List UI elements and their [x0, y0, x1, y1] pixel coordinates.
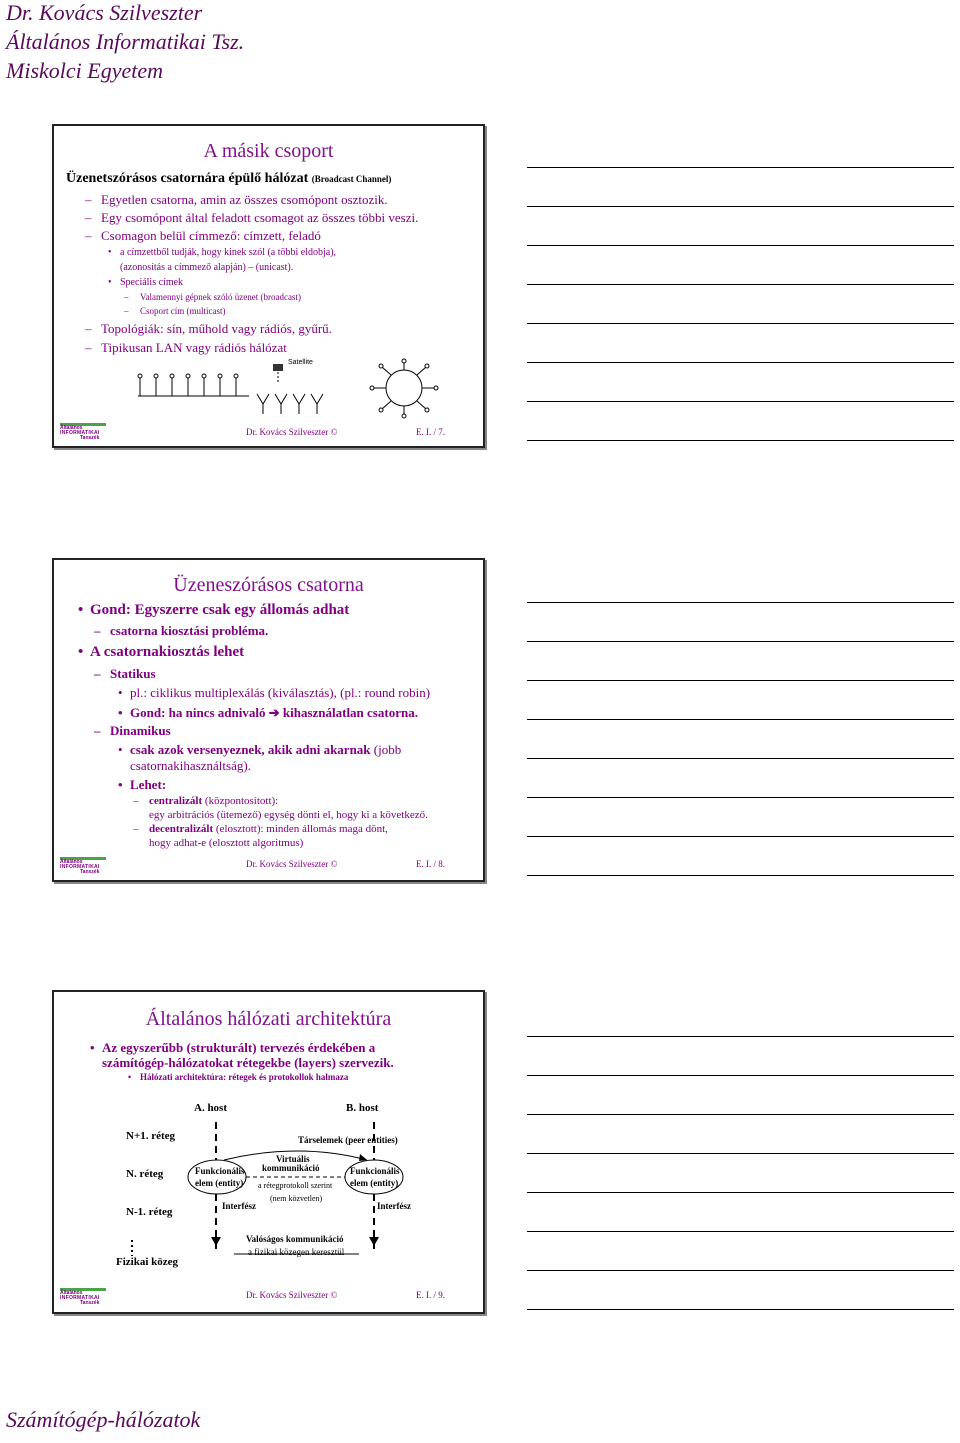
- slide-author: Dr. Kovács Szilveszter ©: [246, 1290, 338, 1300]
- satellite-label: Satellite: [288, 359, 313, 366]
- bullet-item: – decentralizált (elosztott): minden állomás maga dönt,: [149, 823, 388, 835]
- slide-title: A másik csoport: [203, 140, 334, 162]
- bus-topology-diagram: [134, 366, 254, 411]
- bullet-item: • Az egyszerűbb (strukturált) tervezés érdekében a: [102, 1040, 375, 1056]
- bullet-item: – Valamennyi gépnek szóló üzenet (broadcast): [140, 292, 301, 302]
- arrow-icon: ➔: [268, 705, 280, 720]
- bullet-item: csatornakihasználtság).: [130, 758, 251, 773]
- layer-n-minus-1-label: N-1. réteg: [126, 1206, 173, 1218]
- bullet-item: számítógép-hálózatokat rétegekbe (layers) szervezik.: [102, 1055, 394, 1070]
- virtual-comm-label: (nem közvetlen): [270, 1194, 323, 1203]
- bullet-item: – Dinamikus: [110, 723, 171, 739]
- virtual-comm-label: a rétegprotokoll szerint: [258, 1181, 333, 1190]
- bullet-item: • Gond: Egyszerre csak egy állomás adhat: [90, 602, 349, 619]
- real-comm-label: Valóságos kommunikáció: [246, 1234, 344, 1244]
- slide-author: Dr. Kovács Szilveszter ©: [246, 427, 338, 437]
- slide-7: [52, 124, 485, 448]
- slide-page-number: E. I. / 8.: [416, 859, 445, 869]
- slide-8: [52, 558, 485, 882]
- bullet-item: – Egy csomópont által feladott csomagot az összes többi veszi.: [101, 210, 418, 226]
- bullet-item: – csatorna kiosztási probléma.: [110, 623, 268, 639]
- slide-author: Dr. Kovács Szilveszter ©: [246, 859, 338, 869]
- interface-b-label: Interfész: [377, 1201, 411, 1211]
- entity-a-label: elem (entity): [195, 1178, 244, 1188]
- header-author: Dr. Kovács Szilveszter: [6, 0, 203, 25]
- slide-page-number: E. I. / 9.: [416, 1290, 445, 1300]
- virtual-comm-label: Virtuális: [276, 1154, 310, 1164]
- bullet-item: • Speciális címek: [120, 277, 183, 288]
- bullet-item: – centralizált (központosított):: [149, 795, 278, 807]
- bullet-item: • A csatornakiosztás lehet: [90, 644, 244, 661]
- header-department: Általános Informatikai Tsz.: [6, 29, 245, 54]
- virtual-comm-label: kommunikáció: [262, 1163, 320, 1173]
- slide-9: [52, 990, 485, 1314]
- entity-b-label: elem (entity): [350, 1178, 399, 1188]
- bullet-item: (azonosítás a címmező alapján) – (unicast).: [120, 262, 294, 273]
- physical-medium-label: Fizikai közeg: [116, 1256, 179, 1268]
- bullet-item: – Statikus: [110, 666, 156, 682]
- bullet-item: – Topológiák: sín, műhold vagy rádiós, gyűrű.: [101, 321, 332, 337]
- bullet-item: • Hálózati architektúra: rétegek és protokollok halmaza: [140, 1072, 348, 1082]
- slide-title: Üzeneszórásos csatorna: [173, 574, 364, 596]
- layer-n-label: N. réteg: [126, 1168, 164, 1180]
- host-b-label: B. host: [346, 1102, 379, 1114]
- peer-entities-label: Társelemek (peer entities): [298, 1135, 398, 1145]
- bullet-item: – Csoport cím (multicast): [140, 306, 226, 316]
- department-logo: Általános INFORMATIKAI Tanszék: [60, 857, 106, 875]
- bullet-item: – Tipikusan LAN vagy rádiós hálózat: [101, 340, 287, 356]
- bullet-item: hogy adhat-e (elosztott algoritmus): [149, 837, 304, 849]
- real-comm-label: a fizikai közegen keresztül: [248, 1247, 345, 1257]
- department-logo: Általános INFORMATIKAI Tanszék: [60, 423, 106, 441]
- bullet-item: • a címzettből tudják, hogy kinek szól (a többi eldobja),: [120, 247, 336, 258]
- department-logo: Általános INFORMATIKAI Tanszék: [60, 1288, 106, 1306]
- bullet-item: – Csomagon belül címmező: címzett, feladó: [101, 228, 321, 244]
- bullet-item: • Gond: ha nincs adnivaló ➔ kihasználatlan csatorna.: [130, 705, 418, 721]
- slide-page-number: E. I. / 7.: [416, 427, 445, 437]
- satellite-topology-diagram: [249, 358, 329, 420]
- bullet-item: • Lehet:: [130, 777, 166, 793]
- bullet-item: egy arbitrációs (ütemező) egység dönti el, hogy ki a következő.: [149, 809, 428, 821]
- footer-course-title: Számítógép-hálózatok: [6, 1407, 201, 1432]
- bullet-item: • pl.: ciklikus multiplexálás (kiválasztás), (pl.: round robin): [130, 685, 430, 701]
- slide-heading: Üzenetszórásos csatornára épülő hálózat (Broadcast Channel): [66, 171, 392, 186]
- interface-a-label: Interfész: [222, 1201, 256, 1211]
- header-university: Miskolci Egyetem: [6, 58, 163, 83]
- layer-n-plus-1-label: N+1. réteg: [126, 1130, 176, 1142]
- entity-a-label: Funkcionális: [195, 1166, 245, 1176]
- bullet-item: – Egyetlen csatorna, amin az összes csomópont osztozik.: [101, 192, 388, 208]
- entity-b-label: Funkcionális: [350, 1166, 400, 1176]
- slide-title: Általános hálózati architektúra: [145, 1008, 392, 1030]
- ring-topology-diagram: [364, 358, 444, 420]
- bullet-item: • csak azok versenyeznek, akik adni akarnak (jobb: [130, 742, 401, 758]
- host-a-label: A. host: [194, 1102, 228, 1114]
